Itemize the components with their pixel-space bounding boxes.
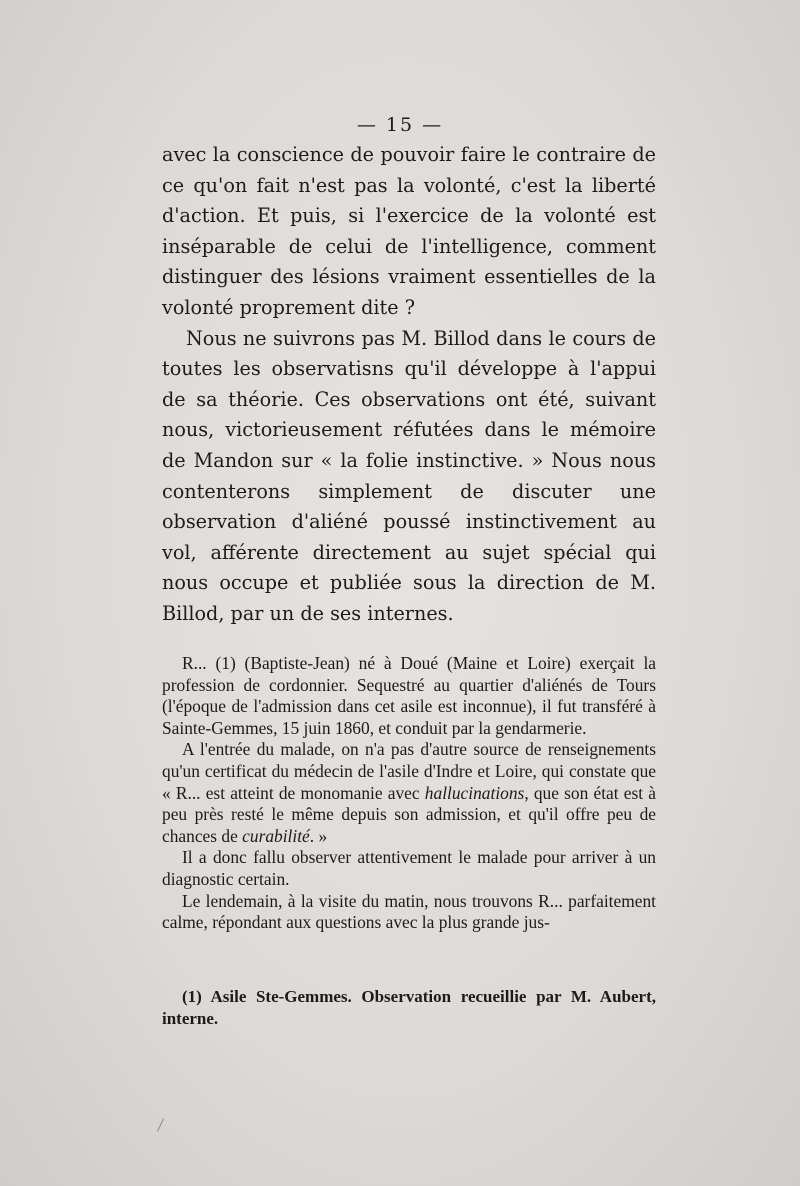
pencil-mark <box>157 1118 164 1131</box>
italic-term: curabilité <box>242 825 310 846</box>
footnote <box>162 986 656 1030</box>
observation-paragraph: Il a donc fallu observer attentivement le malade pour arriver à un diagnostic certain. <box>162 847 656 889</box>
text-run: . » <box>309 825 328 846</box>
observation-text <box>162 653 656 934</box>
observation-paragraph: R... (1) (Baptiste-Jean) né à Doué (Maine et Loire) exerçait la profession de cordonnier. Sequestré au quartier d'aliénés de Tours (l'époque de l'admission dans cet asile est inconnue), il fut transféré à Sainte-Gemmes, 15 juin 1860, et conduit par la gendarmerie. <box>162 653 656 738</box>
text-run: A l'entrée du malade, on n'a pas d'autre source de renseignements qu'un certificat du médecin de l'asile d'Indre et Loire, qui constate que « R... est atteint de monomanie avec <box>162 739 656 803</box>
main-paragraph: avec la conscience de pouvoir faire le contraire de ce qu'on fait n'est pas la volonté, c'est la liberté d'action. Et puis, si l'exercice de la volonté est inséparable de celui de l'intelligence, comment distinguer des lésions vraiment essentielles de la volonté proprement dite ? <box>162 143 656 319</box>
main-paragraph: Nous ne suivrons pas M. Billod dans le cours de toutes les observatisns qu'il développe à l'appui de sa théorie. Ces observations ont été, suivant nous, victorieusement réfutées dans le mémoire de Mandon sur « la folie instinctive. » Nous nous contenterons simplement de discuter une observation d'aliéné poussé instinctivement au vol, afférente directement au sujet spécial qui nous occupe et publiée sous la direction de M. Billod, par un de ses internes. <box>162 326 656 625</box>
observation-paragraph <box>162 739 656 847</box>
page-number: — 15 — <box>356 114 444 136</box>
main-text <box>162 140 656 630</box>
observation-paragraph: Le lendemain, à la visite du matin, nous trouvons R... parfaitement calme, répondant aux questions avec la plus grande jus- <box>162 890 656 933</box>
italic-term: hallucinations <box>424 782 525 803</box>
text-run: , que son état est à peu près resté le même depuis son admission, et qu'il offre peu de chances de <box>162 782 656 846</box>
footnote-text: (1) Asile Ste-Gemmes. Observation recueillie par M. Aubert, interne. <box>162 987 656 1028</box>
